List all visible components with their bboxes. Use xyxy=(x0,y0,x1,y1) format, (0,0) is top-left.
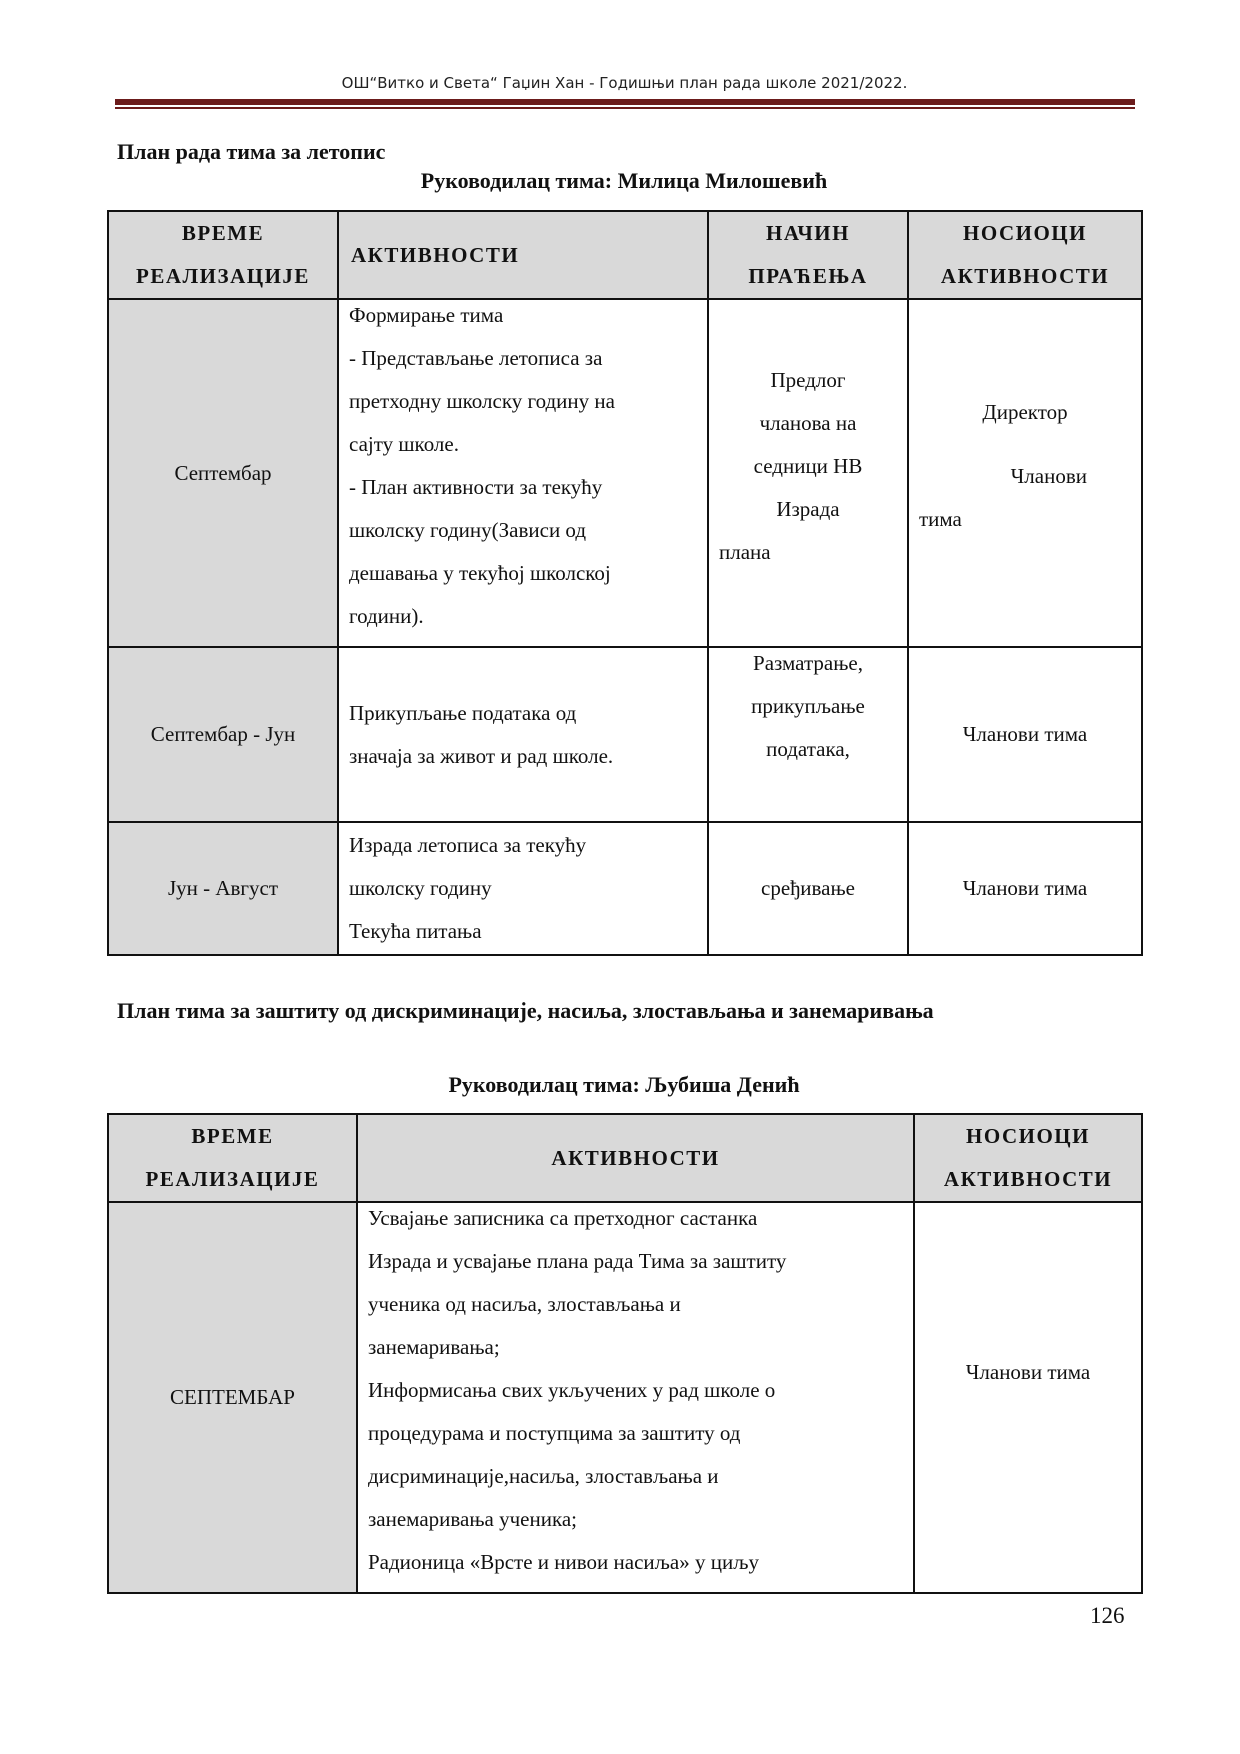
activity-line: Усвајање записника са претходног састанка xyxy=(368,1206,758,1230)
tracking-line: плана xyxy=(719,539,771,564)
row-holders xyxy=(908,299,1142,647)
activity-line: занемаривања; xyxy=(368,1335,500,1359)
table-header-row xyxy=(108,211,1142,299)
activity-line: Израда и усвајање плана рада Тима за заштиту xyxy=(368,1249,787,1273)
tracking-line: Разматрање, xyxy=(753,651,863,675)
activity-line: процедурама и поступцима за заштиту од xyxy=(368,1421,741,1445)
tracking-line: чланова на xyxy=(759,410,857,435)
row-time: Септембар - Јун xyxy=(108,647,338,822)
holders-line: тима xyxy=(919,507,962,531)
row-time: СЕПТЕМБАР xyxy=(108,1202,357,1593)
col-header-holders-line: НОСИОЦИ xyxy=(963,221,1087,245)
col-header-time-line: РЕАЛИЗАЦИЈЕ xyxy=(136,264,310,288)
header-rule-thick xyxy=(115,99,1135,105)
section2-title: План тима за заштиту од дискриминације, насиља, злостављања и занемаривања xyxy=(117,998,934,1023)
section1-leader: Руководилац тима: Милица Милошевић xyxy=(420,168,828,193)
row-holders xyxy=(908,822,1142,955)
col-header-holders-line: НОСИОЦИ xyxy=(966,1124,1090,1148)
row-activities xyxy=(338,647,708,822)
activity-line: Прикупљање података од xyxy=(349,700,577,725)
tracking-line: Израда xyxy=(776,496,840,521)
activity-line: Израда летописа за текућу xyxy=(349,833,587,857)
activity-line: занемаривања ученика; xyxy=(368,1507,577,1531)
col-header-time xyxy=(108,1114,357,1202)
tracking-line: Предлог xyxy=(770,367,846,392)
activity-line: години). xyxy=(349,604,424,628)
col-header-tracking xyxy=(708,211,908,299)
violence-protection-plan-table xyxy=(107,1113,1143,1594)
activity-line: школску годину(Зависи од xyxy=(349,518,587,542)
row-time: Јун - Август xyxy=(108,822,338,955)
section1-title: План рада тима за летопис xyxy=(117,139,386,164)
page-header: ОШ“Витко и Света“ Гаџин Хан - Годишњи план рада школе 2021/2022. xyxy=(341,74,908,92)
activity-line: - Представљање летописа за xyxy=(349,346,603,370)
activity-line: сајту школе. xyxy=(349,432,459,456)
row-tracking xyxy=(708,647,908,822)
activity-line: - План активности за текућу xyxy=(349,475,603,499)
table-row xyxy=(108,647,1142,822)
col-header-activities: АКТИВНОСТИ xyxy=(338,211,708,299)
col-header-time-line: ВРЕМЕ xyxy=(191,1124,274,1148)
table-row xyxy=(108,1202,1142,1593)
col-header-holders-line: АКТИВНОСТИ xyxy=(940,264,1110,288)
holders-line: Чланови xyxy=(1010,464,1087,488)
table-row xyxy=(108,822,1142,955)
row-activities xyxy=(338,822,708,955)
holders-line: Чланови тима xyxy=(965,1360,1091,1384)
col-header-tracking-line: ПРАЋЕЊА xyxy=(748,264,868,288)
header-rule-thin xyxy=(115,107,1135,109)
holders-line: Чланови тима xyxy=(962,722,1088,746)
activity-line: Текућа питања xyxy=(349,919,482,943)
col-header-time-line: РЕАЛИЗАЦИЈЕ xyxy=(145,1167,320,1191)
row-holders xyxy=(908,647,1142,822)
activity-line: Информисања свих укључених у рад школе о xyxy=(368,1378,776,1402)
activity-line: дешавања у текућој школској xyxy=(349,561,611,585)
table-header-row xyxy=(108,1114,1142,1202)
activity-line: ученика од насиља, злостављања и xyxy=(368,1292,681,1316)
holders-line: Чланови тима xyxy=(962,876,1088,900)
col-header-tracking-line: НАЧИН xyxy=(766,221,850,245)
col-header-holders xyxy=(908,211,1142,299)
tracking-line: срeђивање xyxy=(761,876,855,900)
tracking-line: седници НВ xyxy=(753,453,863,478)
activity-line: Радионица «Врсте и нивои насиља» у циљу xyxy=(368,1550,759,1574)
tracking-line: прикупљање xyxy=(751,694,865,718)
table-row xyxy=(108,299,1142,647)
row-tracking xyxy=(708,299,908,647)
col-header-time-line: ВРЕМЕ xyxy=(181,221,265,245)
col-header-holders-line: АКТИВНОСТИ xyxy=(943,1167,1113,1191)
activity-line: значаја за живот и рад школе. xyxy=(349,743,614,768)
holders-line: Директор xyxy=(982,400,1068,424)
row-holders xyxy=(914,1202,1142,1593)
tracking-line: података, xyxy=(766,737,850,761)
col-header-activities: АКТИВНОСТИ xyxy=(357,1114,914,1202)
chronicle-plan-table xyxy=(107,210,1143,956)
col-header-time xyxy=(108,211,338,299)
page-number: 126 xyxy=(1090,1603,1125,1628)
row-time: Септембар xyxy=(108,299,338,647)
row-activities xyxy=(357,1202,914,1593)
row-tracking xyxy=(708,822,908,955)
activity-line: дисриминације,насиља, злостављања и xyxy=(368,1464,719,1488)
col-header-holders xyxy=(914,1114,1142,1202)
row-activities xyxy=(338,299,708,647)
activity-line: претходну школску годину на xyxy=(349,389,615,413)
activity-line: школску годину xyxy=(349,876,492,900)
activity-line: Формирање тима xyxy=(349,303,504,327)
section2-leader: Руководилац тима: Љубиша Денић xyxy=(448,1072,800,1097)
